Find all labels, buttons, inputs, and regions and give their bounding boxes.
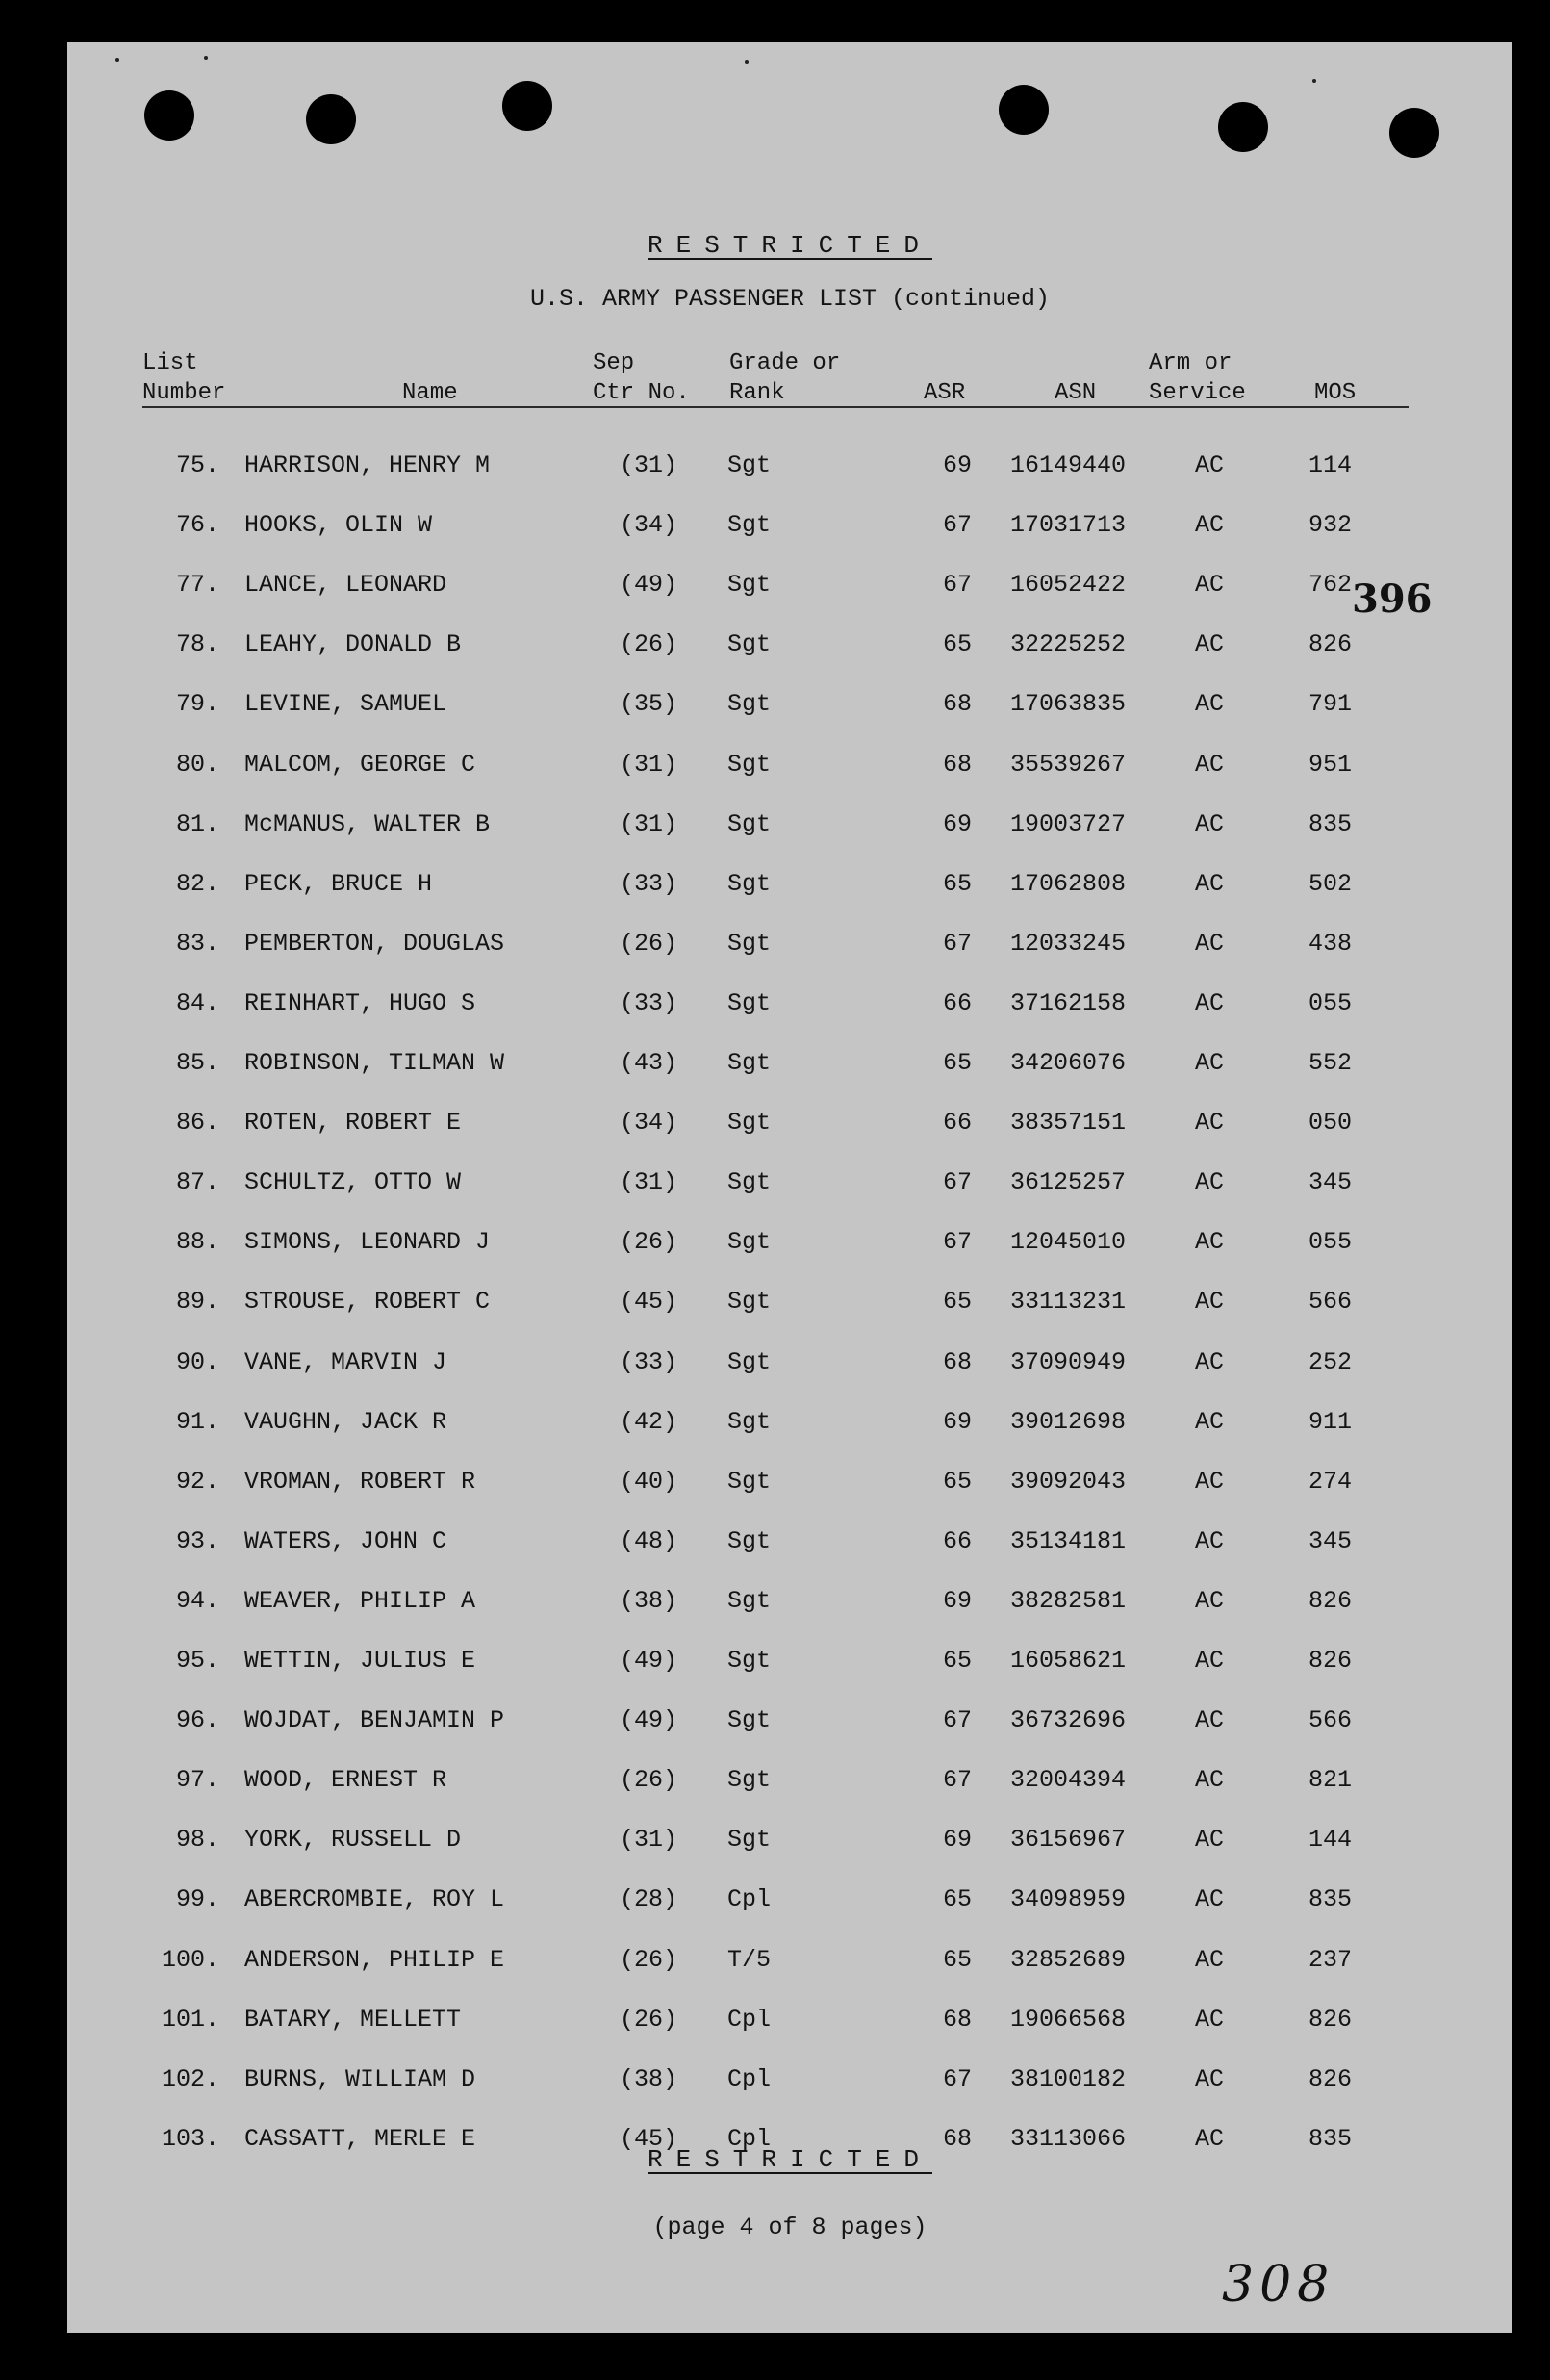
arm-or-service-cell: AC [1195,1885,1225,1914]
list-number-cell: 95. [175,1647,219,1675]
table-row [67,1881,1512,1919]
mos-cell: 050 [1309,1109,1353,1138]
list-number-cell: 96. [175,1706,219,1735]
list-number-cell: 102. [161,2064,219,2093]
asn-cell: 36156967 [1010,1826,1127,1855]
page-note: (page 4 of 8 pages) [652,2214,927,2241]
list-number-cell: 91. [175,1407,219,1436]
asr-cell: 65 [942,1467,972,1496]
mos-cell: 791 [1309,690,1353,719]
table-row [67,2001,1512,2039]
mos-cell: 835 [1309,809,1353,838]
table-row [67,1344,1512,1382]
sep-ctr-no-cell: (28) [620,1885,678,1914]
asn-cell: 39012698 [1010,1407,1127,1436]
mos-cell: 835 [1309,1885,1353,1914]
arm-or-service-cell: AC [1195,869,1225,898]
sep-ctr-no-cell: (49) [620,571,678,600]
asn-cell: 16058621 [1010,1647,1127,1675]
grade-cell: Sgt [727,451,772,479]
sep-ctr-no-cell: (26) [620,630,678,659]
passenger-name-cell: STROUSE, ROBERT C [244,1288,491,1317]
sep-ctr-no-cell: (31) [620,809,678,838]
list-number-cell: 103. [161,2124,219,2153]
grade-cell: Sgt [727,1706,772,1735]
grade-cell: Sgt [727,1407,772,1436]
table-row [67,1761,1512,1800]
grade-cell: Cpl [727,2005,772,2034]
arm-or-service-cell: AC [1195,988,1225,1017]
list-number-cell: 86. [175,1109,219,1138]
grade-cell: Sgt [727,571,772,600]
grade-cell: Sgt [727,1049,772,1077]
arm-or-service-cell: AC [1195,1706,1225,1735]
arm-or-service-cell: AC [1195,2064,1225,2093]
arm-or-service-cell: AC [1195,630,1225,659]
grade-cell: T/5 [727,1945,772,1974]
sep-ctr-no-cell: (38) [620,1586,678,1615]
asr-cell: 67 [942,571,972,600]
asn-cell: 32225252 [1010,630,1127,659]
mos-cell: 835 [1309,2124,1353,2153]
arm-or-service-cell: AC [1195,809,1225,838]
grade-cell: Sgt [727,1526,772,1555]
arm-or-service-cell: AC [1195,2124,1225,2153]
arm-or-service-cell: AC [1195,1766,1225,1795]
asr-cell: 68 [942,750,972,779]
asr-cell: 65 [942,1288,972,1317]
passenger-name-cell: ANDERSON, PHILIP E [244,1945,505,1974]
mos-cell: 252 [1309,1347,1353,1376]
col-header-grade: Grade or Rank [729,350,841,406]
grade-cell: Sgt [727,809,772,838]
punch-hole [144,90,194,141]
speck [1312,79,1316,83]
asn-cell: 35134181 [1010,1526,1127,1555]
list-number-cell: 83. [175,929,219,958]
mos-cell: 274 [1309,1467,1353,1496]
table-row [67,1642,1512,1680]
grade-cell: Sgt [727,1647,772,1675]
mos-cell: 345 [1309,1526,1353,1555]
asr-cell: 69 [942,809,972,838]
punch-hole [502,81,552,131]
table-row [67,626,1512,664]
passenger-name-cell: ROBINSON, TILMAN W [244,1049,505,1077]
asn-cell: 35539267 [1010,750,1127,779]
punch-hole [1389,108,1439,158]
table-row [67,447,1512,485]
table-row [67,1283,1512,1321]
passenger-name-cell: BURNS, WILLIAM D [244,2064,476,2093]
asn-cell: 38282581 [1010,1586,1127,1615]
mos-cell: 055 [1309,1228,1353,1257]
arm-or-service-cell: AC [1195,1467,1225,1496]
asn-cell: 16052422 [1010,571,1127,600]
grade-cell: Sgt [727,1168,772,1197]
asn-cell: 19066568 [1010,2005,1127,2034]
asr-cell: 68 [942,690,972,719]
asr-cell: 65 [942,1647,972,1675]
handwritten-number: 308 [1222,2256,1335,2314]
asr-cell: 65 [942,1049,972,1077]
asn-cell: 38357151 [1010,1109,1127,1138]
arm-or-service-cell: AC [1195,511,1225,540]
arm-or-service-cell: AC [1195,1168,1225,1197]
passenger-name-cell: ABERCROMBIE, ROY L [244,1885,505,1914]
mos-cell: 932 [1309,511,1353,540]
mos-cell: 826 [1309,630,1353,659]
passenger-name-cell: WETTIN, JULIUS E [244,1647,476,1675]
passenger-name-cell: HOOKS, OLIN W [244,511,433,540]
sep-ctr-no-cell: (31) [620,750,678,779]
asr-cell: 67 [942,1228,972,1257]
asn-cell: 17031713 [1010,511,1127,540]
table-row [67,925,1512,963]
arm-or-service-cell: AC [1195,1526,1225,1555]
asn-cell: 38100182 [1010,2064,1127,2093]
grade-cell: Sgt [727,690,772,719]
table-row [67,1104,1512,1142]
asn-cell: 34098959 [1010,1885,1127,1914]
document-page [67,42,1512,2333]
sep-ctr-no-cell: (31) [620,1168,678,1197]
passenger-name-cell: VAUGHN, JACK R [244,1407,447,1436]
asr-cell: 68 [942,2005,972,2034]
sep-ctr-no-cell: (31) [620,1826,678,1855]
asn-cell: 37090949 [1010,1347,1127,1376]
sep-ctr-no-cell: (34) [620,511,678,540]
arm-or-service-cell: AC [1195,750,1225,779]
arm-or-service-cell: AC [1195,1826,1225,1855]
grade-cell: Cpl [727,2064,772,2093]
table-row [67,566,1512,604]
table-row [67,1223,1512,1262]
asr-cell: 67 [942,1766,972,1795]
asr-cell: 65 [942,1945,972,1974]
passenger-name-cell: WOJDAT, BENJAMIN P [244,1706,505,1735]
table-row [67,685,1512,724]
asr-cell: 67 [942,929,972,958]
asn-cell: 36732696 [1010,1706,1127,1735]
arm-or-service-cell: AC [1195,690,1225,719]
list-number-cell: 92. [175,1467,219,1496]
asr-cell: 66 [942,1109,972,1138]
mos-cell: 911 [1309,1407,1353,1436]
table-row [67,1582,1512,1621]
list-number-cell: 98. [175,1826,219,1855]
passenger-name-cell: VROMAN, ROBERT R [244,1467,476,1496]
list-number-cell: 77. [175,571,219,600]
mos-cell: 821 [1309,1766,1353,1795]
arm-or-service-cell: AC [1195,1228,1225,1257]
asr-cell: 67 [942,1168,972,1197]
table-row [67,1164,1512,1202]
grade-cell: Sgt [727,929,772,958]
sep-ctr-no-cell: (48) [620,1526,678,1555]
col-header-arm: Arm or Service [1149,350,1246,406]
punch-hole [1218,102,1268,152]
grade-cell: Sgt [727,1467,772,1496]
sep-ctr-no-cell: (35) [620,690,678,719]
grade-cell: Cpl [727,1885,772,1914]
sep-ctr-no-cell: (26) [620,1766,678,1795]
table-row [67,1941,1512,1980]
passenger-name-cell: ROTEN, ROBERT E [244,1109,462,1138]
arm-or-service-cell: AC [1195,929,1225,958]
mos-cell: 502 [1309,869,1353,898]
grade-cell: Sgt [727,1826,772,1855]
passenger-name-cell: REINHART, HUGO S [244,988,476,1017]
sep-ctr-no-cell: (49) [620,1647,678,1675]
grade-cell: Sgt [727,988,772,1017]
passenger-name-cell: LEVINE, SAMUEL [244,690,447,719]
speck [115,58,119,62]
asr-cell: 65 [942,1885,972,1914]
list-number-cell: 79. [175,690,219,719]
sep-ctr-no-cell: (45) [620,1288,678,1317]
mos-cell: 438 [1309,929,1353,958]
passenger-name-cell: LEAHY, DONALD B [244,630,462,659]
col-header-sep-ctr: Sep Ctr No. [593,350,690,406]
classification-footer: RESTRICTED [647,2145,933,2174]
asn-cell: 34206076 [1010,1049,1127,1077]
sep-ctr-no-cell: (26) [620,929,678,958]
table-row [67,985,1512,1023]
asn-cell: 32852689 [1010,1945,1127,1974]
mos-cell: 826 [1309,1586,1353,1615]
mos-cell: 114 [1309,451,1353,479]
passenger-name-cell: SIMONS, LEONARD J [244,1228,491,1257]
col-header-mos: MOS [1314,380,1357,406]
list-number-cell: 90. [175,1347,219,1376]
table-row [67,1702,1512,1740]
passenger-name-cell: MALCOM, GEORGE C [244,750,476,779]
table-row [67,865,1512,904]
asr-cell: 68 [942,2124,972,2153]
list-number-cell: 93. [175,1526,219,1555]
grade-cell: Sgt [727,1228,772,1257]
grade-cell: Sgt [727,1347,772,1376]
asn-cell: 37162158 [1010,988,1127,1017]
mos-cell: 826 [1309,2064,1353,2093]
arm-or-service-cell: AC [1195,1586,1225,1615]
mos-cell: 951 [1309,750,1353,779]
sep-ctr-no-cell: (26) [620,1228,678,1257]
asr-cell: 65 [942,630,972,659]
document-title: U.S. ARMY PASSENGER LIST (continued) [529,285,1051,313]
passenger-name-cell: YORK, RUSSELL D [244,1826,462,1855]
mos-cell: 144 [1309,1826,1353,1855]
grade-cell: Sgt [727,1586,772,1615]
mos-cell: 826 [1309,2005,1353,2034]
asn-cell: 32004394 [1010,1766,1127,1795]
sep-ctr-no-cell: (26) [620,2005,678,2034]
grade-cell: Sgt [727,750,772,779]
table-row [67,2060,1512,2099]
sep-ctr-no-cell: (45) [620,2124,678,2153]
asr-cell: 69 [942,451,972,479]
arm-or-service-cell: AC [1195,1109,1225,1138]
list-number-cell: 85. [175,1049,219,1077]
grade-cell: Sgt [727,1109,772,1138]
list-number-cell: 84. [175,988,219,1017]
passenger-name-cell: WEAVER, PHILIP A [244,1586,476,1615]
speck [204,56,208,60]
sep-ctr-no-cell: (49) [620,1706,678,1735]
arm-or-service-cell: AC [1195,2005,1225,2034]
sep-ctr-no-cell: (40) [620,1467,678,1496]
col-header-asn: ASN [1055,380,1097,406]
mos-cell: 826 [1309,1647,1353,1675]
mos-cell: 552 [1309,1049,1353,1077]
passenger-name-cell: PEMBERTON, DOUGLAS [244,929,505,958]
speck [745,60,749,64]
sep-ctr-no-cell: (31) [620,451,678,479]
list-number-cell: 81. [175,809,219,838]
table-row [67,1821,1512,1859]
list-number-cell: 101. [161,2005,219,2034]
table-row [67,506,1512,545]
list-number-cell: 78. [175,630,219,659]
table-row [67,1044,1512,1083]
col-header-name: Name [402,380,458,406]
asn-cell: 12033245 [1010,929,1127,958]
arm-or-service-cell: AC [1195,1407,1225,1436]
grade-cell: Sgt [727,1288,772,1317]
sep-ctr-no-cell: (43) [620,1049,678,1077]
punch-hole [999,85,1049,135]
list-number-cell: 97. [175,1766,219,1795]
mos-cell: 237 [1309,1945,1353,1974]
passenger-name-cell: HARRISON, HENRY M [244,451,491,479]
sep-ctr-no-cell: (33) [620,1347,678,1376]
col-header-asr: ASR [924,380,966,406]
list-number-cell: 82. [175,869,219,898]
sep-ctr-no-cell: (38) [620,2064,678,2093]
asr-cell: 69 [942,1586,972,1615]
passenger-name-cell: SCHULTZ, OTTO W [244,1168,462,1197]
table-row [67,806,1512,844]
header-rule [142,406,1409,408]
asr-cell: 68 [942,1347,972,1376]
asr-cell: 67 [942,1706,972,1735]
list-number-cell: 99. [175,1885,219,1914]
list-number-cell: 100. [161,1945,219,1974]
list-number-cell: 87. [175,1168,219,1197]
list-number-cell: 89. [175,1288,219,1317]
stamp-number: 396 [1352,576,1433,622]
sep-ctr-no-cell: (33) [620,988,678,1017]
grade-cell: Sgt [727,630,772,659]
list-number-cell: 76. [175,511,219,540]
punch-hole [306,94,356,144]
mos-cell: 055 [1309,988,1353,1017]
asn-cell: 33113066 [1010,2124,1127,2153]
arm-or-service-cell: AC [1195,1647,1225,1675]
passenger-name-cell: BATARY, MELLETT [244,2005,462,2034]
table-row [67,1463,1512,1501]
table-row [67,1523,1512,1561]
arm-or-service-cell: AC [1195,1288,1225,1317]
passenger-name-cell: McMANUS, WALTER B [244,809,491,838]
asr-cell: 65 [942,869,972,898]
table-row [67,746,1512,784]
grade-cell: Sgt [727,511,772,540]
mos-cell: 566 [1309,1706,1353,1735]
asn-cell: 16149440 [1010,451,1127,479]
passenger-name-cell: WOOD, ERNEST R [244,1766,447,1795]
grade-cell: Sgt [727,1766,772,1795]
grade-cell: Sgt [727,869,772,898]
list-number-cell: 80. [175,750,219,779]
passenger-name-cell: LANCE, LEONARD [244,571,447,600]
asr-cell: 69 [942,1826,972,1855]
classification-header: RESTRICTED [647,231,933,260]
arm-or-service-cell: AC [1195,1049,1225,1077]
arm-or-service-cell: AC [1195,571,1225,600]
asn-cell: 33113231 [1010,1288,1127,1317]
asr-cell: 66 [942,1526,972,1555]
passenger-name-cell: VANE, MARVIN J [244,1347,447,1376]
list-number-cell: 94. [175,1586,219,1615]
asr-cell: 69 [942,1407,972,1436]
sep-ctr-no-cell: (33) [620,869,678,898]
asn-cell: 17062808 [1010,869,1127,898]
asr-cell: 66 [942,988,972,1017]
asn-cell: 36125257 [1010,1168,1127,1197]
sep-ctr-no-cell: (34) [620,1109,678,1138]
sep-ctr-no-cell: (42) [620,1407,678,1436]
asn-cell: 19003727 [1010,809,1127,838]
passenger-name-cell: WATERS, JOHN C [244,1526,447,1555]
arm-or-service-cell: AC [1195,451,1225,479]
mos-cell: 566 [1309,1288,1353,1317]
asr-cell: 67 [942,511,972,540]
sep-ctr-no-cell: (26) [620,1945,678,1974]
mos-cell: 762 [1309,571,1353,600]
list-number-cell: 75. [175,451,219,479]
table-row [67,1403,1512,1442]
asn-cell: 12045010 [1010,1228,1127,1257]
passenger-name-cell: CASSATT, MERLE E [244,2124,476,2153]
col-header-list-number: List Number [142,350,226,406]
asn-cell: 39092043 [1010,1467,1127,1496]
mos-cell: 345 [1309,1168,1353,1197]
grade-cell: Cpl [727,2124,772,2153]
arm-or-service-cell: AC [1195,1945,1225,1974]
asr-cell: 67 [942,2064,972,2093]
asn-cell: 17063835 [1010,690,1127,719]
passenger-name-cell: PECK, BRUCE H [244,869,433,898]
list-number-cell: 88. [175,1228,219,1257]
arm-or-service-cell: AC [1195,1347,1225,1376]
